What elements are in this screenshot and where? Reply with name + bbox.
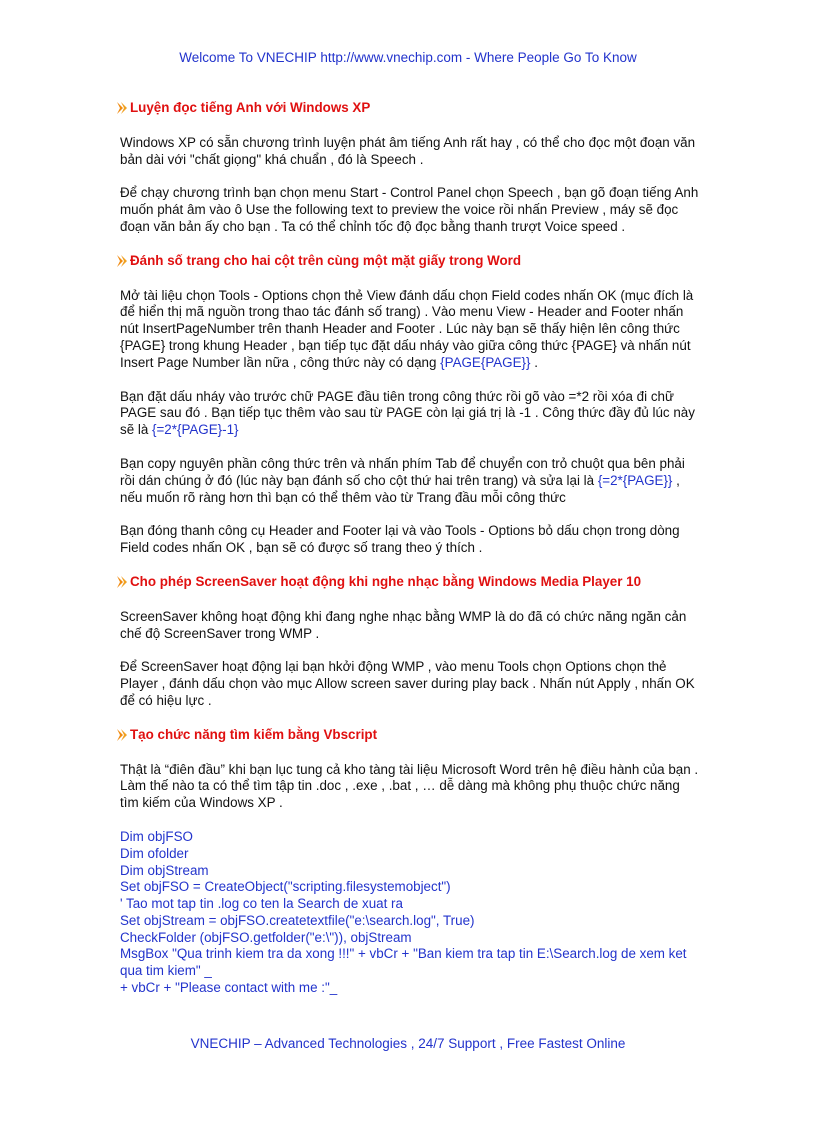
code-line: Set objFSO = CreateObject("scripting.filesystemobject") xyxy=(120,879,451,895)
paragraph-text: Bạn đóng thanh công cụ Header and Footer lại và vào Tools - Options bỏ dấu chọn trong dòng Field codes nhấn OK , bạn sẽ có được số trang theo ý thích . xyxy=(120,523,680,556)
section-heading-text: Luyện đọc tiếng Anh với Windows XP xyxy=(130,100,371,115)
paragraph-text: Bạn copy nguyên phần công thức trên và nhấn phím Tab để chuyển con trỏ chuột qua bên phải rồi dán chúng ở đó (lúc này bạn đánh số cho cột thứ hai trên trang) và sửa lại là xyxy=(120,455,685,488)
arrow-bullet-icon xyxy=(117,102,128,114)
section-heading xyxy=(118,727,700,744)
paragraph xyxy=(120,185,700,235)
section-heading-text: Đánh số trang cho hai cột trên cùng một mặt giấy trong Word xyxy=(130,252,522,268)
paragraph-text: Để ScreenSaver hoạt động lại bạn hkởi động WMP , vào menu Tools chọn Options chọn thẻ Player , đánh dấu chọn vào mục Allow screen saver during play back . Nhấn nút Apply , nhấn OK để có hiệu lực . xyxy=(120,659,695,708)
section-heading xyxy=(118,253,700,270)
paragraph-text: Windows XP có sẵn chương trình luyện phát âm tiếng Anh rất hay , có thể cho đọc một đoạn văn bản dài với "chất giọng" khá chuẩn , đó là Speech . xyxy=(120,134,696,167)
page-header: Welcome To VNECHIP http://www.vnechip.com - Where People Go To Know xyxy=(179,50,637,65)
paragraph-text: Mở tài liệu chọn Tools - Options chọn thẻ View đánh dấu chọn Field codes nhấn OK (mục đích là để hiển thị mã nguồn trong thao tác đánh số trang) . Vào menu View - Header and Footer nhấn nút InsertPageNumber trên thanh Header and Footer . Lúc này bạn sẽ thấy hiện lên công thức {PAGE} trong khung Header , bạn tiếp tục đặt dấu nháy vào giữa công thức {PAGE} và nhấn nút Insert Page Number lần nữa , công thức này có dạng xyxy=(120,287,694,370)
code-line: CheckFolder (objFSO.getfolder("e:\")), objStream xyxy=(120,929,412,945)
paragraph xyxy=(120,609,700,643)
section-heading xyxy=(118,574,700,591)
section-heading-text: Cho phép ScreenSaver hoạt động khi nghe nhạc bằng Windows Media Player 10 xyxy=(130,573,642,589)
paragraph xyxy=(120,659,700,709)
page-footer: VNECHIP – Advanced Technologies , 24/7 Support , Free Fastest Online xyxy=(190,1036,626,1051)
code-line: Set objStream = objFSO.createtextfile("e:\search.log", True) xyxy=(120,912,475,928)
code-line: Dim objStream xyxy=(120,862,209,878)
code-block xyxy=(120,829,700,997)
paragraph-text: ScreenSaver không hoạt động khi đang nghe nhạc bằng WMP là do đã có chức năng ngăn cản chế độ ScreenSaver trong WMP . xyxy=(120,608,687,641)
paragraph xyxy=(120,456,700,506)
paragraph-text: . xyxy=(530,354,538,370)
paragraph xyxy=(120,523,700,557)
paragraph-text: Để chạy chương trình bạn chọn menu Start - Control Panel chọn Speech , bạn gõ đoạn tiếng Anh muốn phát âm vào ô Use the following text to preview the voice rồi nhấn Preview , máy sẽ đọc đoạn văn bản ấy cho bạn . Ta có thể chỉnh tốc độ đọc bằng thanh trượt Voice speed . xyxy=(120,185,699,234)
paragraph xyxy=(120,135,700,169)
field-code: {=2*{PAGE}-1} xyxy=(152,422,239,438)
arrow-bullet-icon xyxy=(117,729,128,741)
code-line: Dim ofolder xyxy=(120,845,189,861)
paragraph xyxy=(120,762,700,812)
section-heading xyxy=(118,100,700,117)
code-line: ' Tao mot tap tin .log co ten la Search de xuat ra xyxy=(120,896,403,912)
paragraph-text: Bạn đặt dấu nháy vào trước chữ PAGE đầu tiên trong công thức rồi gõ vào =*2 rồi xóa đi chữ PAGE sau đó . Bạn tiếp tục thêm vào sau từ PAGE còn lại giá trị là -1 . Công thức đầy đủ lúc này sẽ là xyxy=(120,388,695,438)
section-heading-text: Tạo chức năng tìm kiếm bằng Vbscript xyxy=(130,726,378,742)
paragraph xyxy=(120,288,700,372)
code-line: Dim objFSO xyxy=(120,828,193,844)
paragraph-text: Thật là “điên đầu” khi bạn lục tung cả kho tàng tài liệu Microsoft Word trên hệ điều hành của bạn . Làm thế nào ta có thể tìm tập tin .doc , .exe , .bat , … dễ dàng mà không phụ thuộc chức năng tìm kiếm của Windows XP . xyxy=(120,761,699,811)
paragraph xyxy=(120,389,700,439)
document-body xyxy=(120,100,700,997)
field-code: {=2*{PAGE}} xyxy=(597,472,673,488)
code-line: + vbCr + "Please contact with me :"_ xyxy=(120,980,338,996)
code-line: MsgBox "Qua trinh kiem tra da xong !!!" + vbCr + "Ban kiem tra tap tin E:\Search.log de xem ket qua tim kiem" _ xyxy=(120,946,691,979)
arrow-bullet-icon xyxy=(117,255,128,267)
paragraph-text: , nếu muốn rõ ràng hơn thì bạn có thể thêm vào từ Trang đầu mỗi công thức xyxy=(120,472,680,505)
arrow-bullet-icon xyxy=(117,576,128,588)
field-code: {PAGE{PAGE}} xyxy=(440,354,531,370)
